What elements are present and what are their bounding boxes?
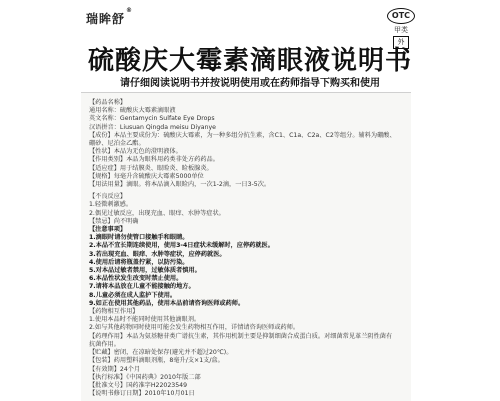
instruction-line: 【作用类别】本品为眼科用药类非处方药药品。	[89, 156, 219, 164]
instruction-line: 【药理作用】本品为氨基糖苷类广谱抗生素，其作用机制主要是抑制细菌合成蛋白质。对细菌常见革兰阴性菌有	[89, 332, 393, 340]
instruction-line: 8.儿童必须在成人监护下使用。	[89, 291, 177, 299]
instruction-line: 抗菌作用。	[89, 340, 120, 348]
instruction-line: 9.如正在使用其他药品，使用本品前请咨询医师或药师。	[89, 299, 245, 307]
instruction-line: 【注意事项】	[89, 226, 127, 234]
instruction-line: 4.使用后请将瓶盖拧紧，以防污染。	[89, 258, 189, 266]
instruction-line: 硼砂、尼泊金乙酯。	[89, 140, 145, 148]
otc-tag: 外	[393, 36, 409, 49]
instruction-line: 【贮藏】密闭，在凉暗处保存(避光并不超过20℃)。	[89, 349, 233, 357]
otc-label: OTC	[387, 8, 415, 24]
instruction-line: 【药物相互作用】	[89, 308, 139, 316]
instruction-line: 1.使用本品时不能同时使用其他滴眼剂。	[89, 316, 201, 324]
instruction-line: 【适应症】用于结膜炎、眼睑炎、睑板腺炎。	[89, 164, 213, 172]
instruction-line: 2.如与其他药物同时使用可能会发生药物相互作用，详情请咨询医师或药师。	[89, 324, 300, 332]
header-band	[0, 0, 500, 46]
otc-grade: 甲类	[394, 26, 408, 34]
instruction-line: 【有效期】24个月	[89, 365, 141, 373]
brand-name: 瑞眸舒	[86, 12, 126, 26]
brand-logo	[86, 7, 134, 27]
instruction-line: 1.轻微刺激感。	[89, 201, 133, 209]
instruction-line: 7.请将本品放在儿童不能接触的地方。	[89, 283, 195, 291]
instruction-line: 英文名称：Gentamycin Sulfate Eye Drops	[89, 115, 215, 123]
instruction-line: 2.偶见过敏反应，出现充血、眼痒、水肿等症状。	[89, 209, 225, 217]
registered-mark: ®	[126, 7, 134, 14]
document-subtitle: 请仔细阅读说明书并按说明使用或在药师指导下购买和使用	[120, 78, 380, 89]
instruction-lines	[89, 99, 407, 398]
instruction-line: 【禁忌】尚不明确	[89, 217, 139, 225]
instruction-sheet	[81, 92, 411, 401]
instruction-line: 【用法用量】滴眼。将本品滴入眼睑内，一次1-2滴，一日3-5次。	[89, 181, 271, 189]
otc-badge	[386, 8, 416, 44]
instruction-line: 通用名称：硫酸庆大霉素滴眼液	[89, 107, 176, 115]
instruction-line: 2.本品不宜长期连续使用，使用3-4日症状未缓解时，应停药就医。	[89, 242, 274, 250]
instruction-line: 【执行标准】《中国药典》2010年版二部	[89, 373, 201, 381]
instruction-line: 3.若出现充血、眼痒、水肿等症状，应停药就医。	[89, 250, 226, 258]
instruction-line: 【成份】本品主要成份为：硫酸庆大霉素，为一种多组分抗生素，含C1、C1a、C2a、C2等组分。辅料为硼酸、	[89, 131, 396, 139]
instruction-line: 1.滴眼时请勿使管口接触手和眼睛。	[89, 234, 189, 242]
instruction-line: 【说明书修订日期】2010年10月01日	[89, 390, 195, 398]
instruction-line: 【包装】药用塑料滴眼剂瓶，8毫升/支×1支/盒。	[89, 357, 224, 365]
instruction-line: 【规格】每毫升含硫酸庆大霉素5000单位	[89, 172, 204, 180]
instruction-line: 5.对本品过敏者禁用，过敏体质者慎用。	[89, 267, 201, 275]
instruction-line: 【批准文号】国药准字H22023549	[89, 381, 188, 389]
instruction-line: 6.本品性状发生改变时禁止使用。	[89, 275, 183, 283]
instruction-line: 【性状】本品为无色的澄明液体。	[89, 148, 182, 156]
instruction-line: 【不良反应】	[89, 193, 127, 201]
document-title: 硫酸庆大霉素滴眼液说明书	[87, 46, 412, 76]
instruction-line: 【药品名称】	[89, 99, 127, 106]
instruction-line: 汉语拼音：Liusuan Qingda meisu Diyanye	[89, 123, 216, 131]
